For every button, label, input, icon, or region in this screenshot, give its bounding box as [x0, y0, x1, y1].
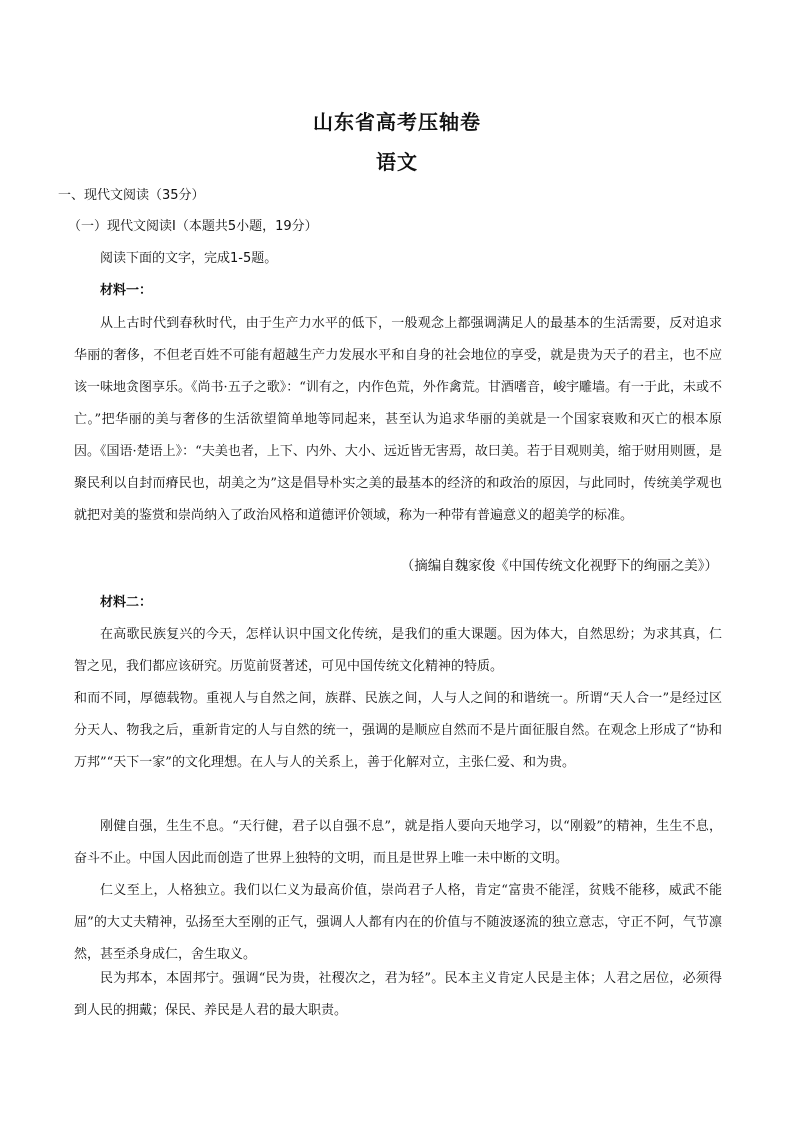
- material-one-source: （摘编自魏家俊《中国传统文化视野下的绚丽之美》）: [400, 558, 718, 574]
- exam-title: 山东省高考压轴卷: [313, 110, 481, 134]
- section-heading: 一、现代文阅读（35分）: [58, 188, 205, 203]
- material-two-paragraph: 民为邦本，本固邦宁。强调“民为贵，社稷次之，君为轻”。民本主义肯定人民是主体；人君之居位，必须得到人民的拥戴；保民、养民是人君的最大职责。: [74, 971, 722, 1018]
- material-two-paragraph: 刚健自强，生生不息。“天行健，君子以自强不息”，就是指人要向天地学习，以“刚毅”的精神，生生不息，奋斗不止。中国人因此而创造了世界上独特的文明，而且是世界上唯一未中断的文明。: [74, 819, 722, 866]
- material-two-paragraph: 在高歌民族复兴的今天，怎样认识中国文化传统，是我们的重大课题。因为体大，自然思纷；为求其真，仁智之见，我们都应该研究。历览前贤著述，可见中国传统文化精神的特质。: [74, 627, 722, 674]
- reading-instruction: 阅读下面的文字，完成1-5题。: [100, 251, 278, 266]
- material-two-paragraph: 和而不同，厚德载物。重视人与自然之间，族群、民族之间，人与人之间的和谐统一。所谓“天人合一”是经过区分天人、物我之后，重新肯定的人与自然的统一，强调的是顺应自然而不是片面征服自然。在观念上形成了“协和万邦”“天下一家”的文化理想。在人与人的关系上，善于化解对立，主张仁爱、和为贵。: [74, 691, 722, 770]
- material-one-label: 材料一：: [100, 283, 153, 298]
- subject-title: 语文: [376, 150, 418, 174]
- sub-section-heading: （一）现代文阅读Ⅰ（本题共5小题，19分）: [68, 219, 318, 234]
- material-one-text: 从上古时代到春秋时代，由于生产力水平的低下，一般观念上都强调满足人的最基本的生活需要，反对追求华丽的奢侈，不但老百姓不可能有超越生产力发展水平和自身的社会地位的享受，就是贵为天子的君主，也不应该一味地贪图享乐。《尚书·五子之歌》：“训有之，内作色荒，外作禽荒。甘酒嗜音，峻宇雕墙。有一于此，未或不亡。”把华丽的美与奢侈的生活欲望简单地等同起来，甚至认为追求华丽的美就是一个国家衰败和灭亡的根本原因。《国语·楚语上》：“夫美也者，上下、内外、大小、远近皆无害焉，故曰美。若于目观则美，缩于财用则匮，是聚民利以自封而瘠民也，胡美之为”这是倡导朴实之美的最基本的经济的和政治的原因，与此同时，传统美学观也就把对美的鉴赏和崇尚纳入了政治风格和道德评价领域，称为一种带有普遍意义的超美学的标准。: [74, 316, 722, 523]
- material-two-paragraph: 仁义至上，人格独立。我们以仁义为最高价值，崇尚君子人格，肯定“富贵不能淫，贫贱不能移，威武不能屈”的大丈夫精神，弘扬至大至刚的正气，强调人人都有内在的价值与不随波逐流的独立意志，守正不阿，气节凛然，甚至杀身成仁，舍生取义。: [74, 883, 722, 962]
- material-two-label: 材料二：: [100, 595, 153, 610]
